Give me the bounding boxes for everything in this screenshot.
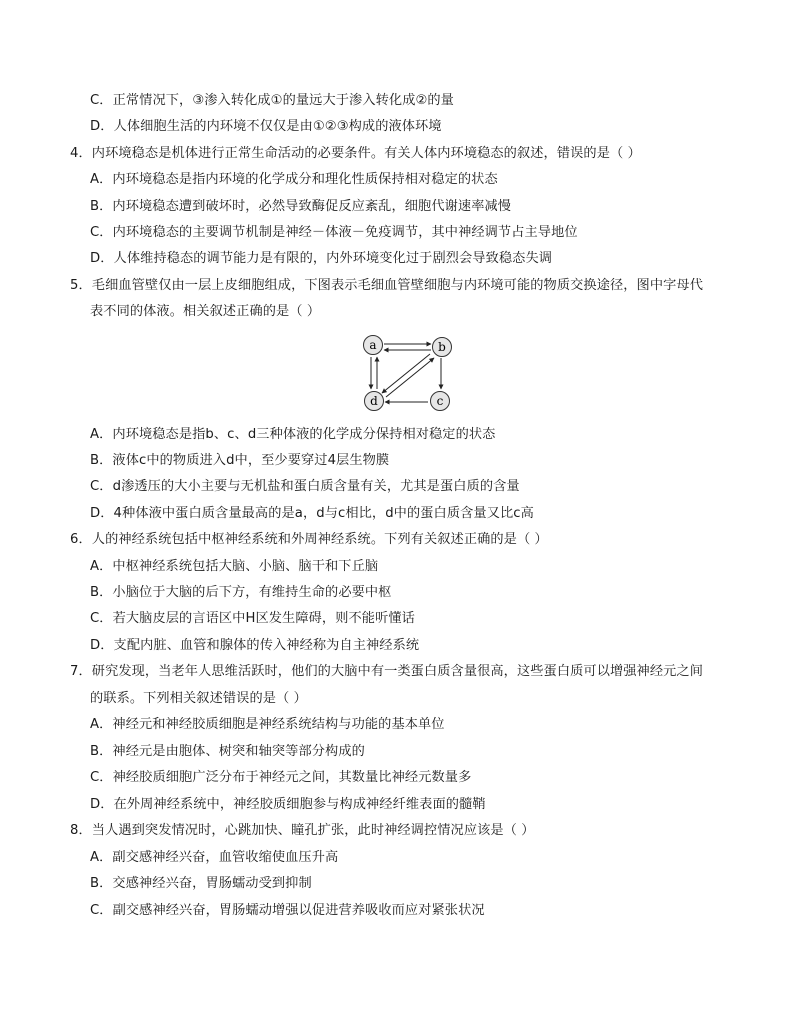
q7-stem-line1: 7．研究发现，当老年人思维活跃时，他们的大脑中有一类蛋白质含量很高，这些蛋白质可以增强神经元之间 bbox=[70, 664, 703, 679]
svg-text:a: a bbox=[369, 338, 377, 352]
node-a bbox=[364, 336, 383, 355]
q8-option-a: A．副交感神经兴奋，血管收缩使血压升高 bbox=[90, 850, 339, 865]
svg-text:b: b bbox=[438, 340, 446, 354]
node-d bbox=[365, 392, 384, 411]
q8-option-b: B．交感神经兴奋，胃肠蠕动受到抑制 bbox=[90, 876, 312, 891]
q5-option-a: A．内环境稳态是指b、c、d三种体液的化学成分保持相对稳定的状态 bbox=[90, 427, 496, 442]
q4-option-b: B．内环境稳态遭到破坏时，必然导致酶促反应紊乱，细胞代谢速率减慢 bbox=[90, 199, 512, 214]
node-c bbox=[431, 392, 450, 411]
q8-option-c: C．副交感神经兴奋，胃肠蠕动增强以促进营养吸收而应对紧张状况 bbox=[90, 903, 485, 918]
q4-option-c: C．内环境稳态的主要调节机制是神经－体液－免疫调节，其中神经调节占主导地位 bbox=[90, 225, 578, 240]
q5-stem-line1: 5．毛细血管壁仅由一层上皮细胞组成，下图表示毛细血管壁细胞与内环境可能的物质交换途径，图中字母代 bbox=[70, 278, 703, 293]
q5-option-b: B．液体c中的物质进入d中，至少要穿过4层生物膜 bbox=[90, 453, 390, 468]
q6-option-b: B．小脑位于大脑的后下方，有维持生命的必要中枢 bbox=[90, 585, 392, 600]
q5-stem-line2: 表不同的体液。相关叙述正确的是（ ） bbox=[90, 304, 321, 319]
q5-option-d: D．4种体液中蛋白质含量最高的是a，d与c相比，d中的蛋白质含量又比c高 bbox=[90, 506, 534, 521]
q7-option-a: A．神经元和神经胶质细胞是神经系统结构与功能的基本单位 bbox=[90, 717, 445, 732]
q7-option-d: D．在外周神经系统中，神经胶质细胞参与构成神经纤维表面的髓鞘 bbox=[90, 797, 486, 812]
q6-option-d: D．支配内脏、血管和腺体的传入神经称为自主神经系统 bbox=[90, 638, 420, 653]
svg-text:d: d bbox=[370, 394, 378, 408]
q8-stem: 8．当人遇到突发情况时，心跳加快、瞳孔扩张，此时神经调控情况应该是（ ） bbox=[70, 823, 535, 838]
q7-stem-line2: 的联系。下列相关叙述错误的是（ ） bbox=[90, 691, 307, 706]
node-b bbox=[433, 338, 452, 357]
q3-option-c: C．正常情况下，③渗入转化成①的量远大于渗入转化成②的量 bbox=[90, 93, 454, 108]
q4-option-d: D．人体维持稳态的调节能力是有限的，内外环境变化过于剧烈会导致稳态失调 bbox=[90, 251, 553, 266]
arrow-d-to-b bbox=[386, 358, 434, 397]
q4-stem: 4．内环境稳态是机体进行正常生命活动的必要条件。有关人体内环境稳态的叙述，错误的是（ ） bbox=[70, 146, 641, 161]
svg-text:c: c bbox=[436, 394, 444, 408]
q4-option-a: A．内环境稳态是指内环境的化学成分和理化性质保持相对稳定的状态 bbox=[90, 172, 498, 187]
q6-option-c: C．若大脑皮层的言语区中H区发生障碍，则不能听懂话 bbox=[90, 611, 415, 626]
arrow-b-to-d bbox=[382, 354, 430, 393]
q7-option-c: C．神经胶质细胞广泛分布于神经元之间，其数量比神经元数量多 bbox=[90, 770, 472, 785]
q5-option-c: C．d渗透压的大小主要与无机盐和蛋白质含量有关，尤其是蛋白质的含量 bbox=[90, 479, 520, 494]
q7-option-b: B．神经元是由胞体、树突和轴突等部分构成的 bbox=[90, 744, 365, 759]
q6-option-a: A．中枢神经系统包括大脑、小脑、脑干和下丘脑 bbox=[90, 559, 379, 574]
q6-stem: 6．人的神经系统包括中枢神经系统和外周神经系统。下列有关叙述正确的是（ ） bbox=[70, 532, 548, 547]
body-fluid-exchange-diagram bbox=[356, 332, 456, 416]
q3-option-d: D．人体细胞生活的内环境不仅仅是由①②③构成的液体环境 bbox=[90, 119, 442, 134]
